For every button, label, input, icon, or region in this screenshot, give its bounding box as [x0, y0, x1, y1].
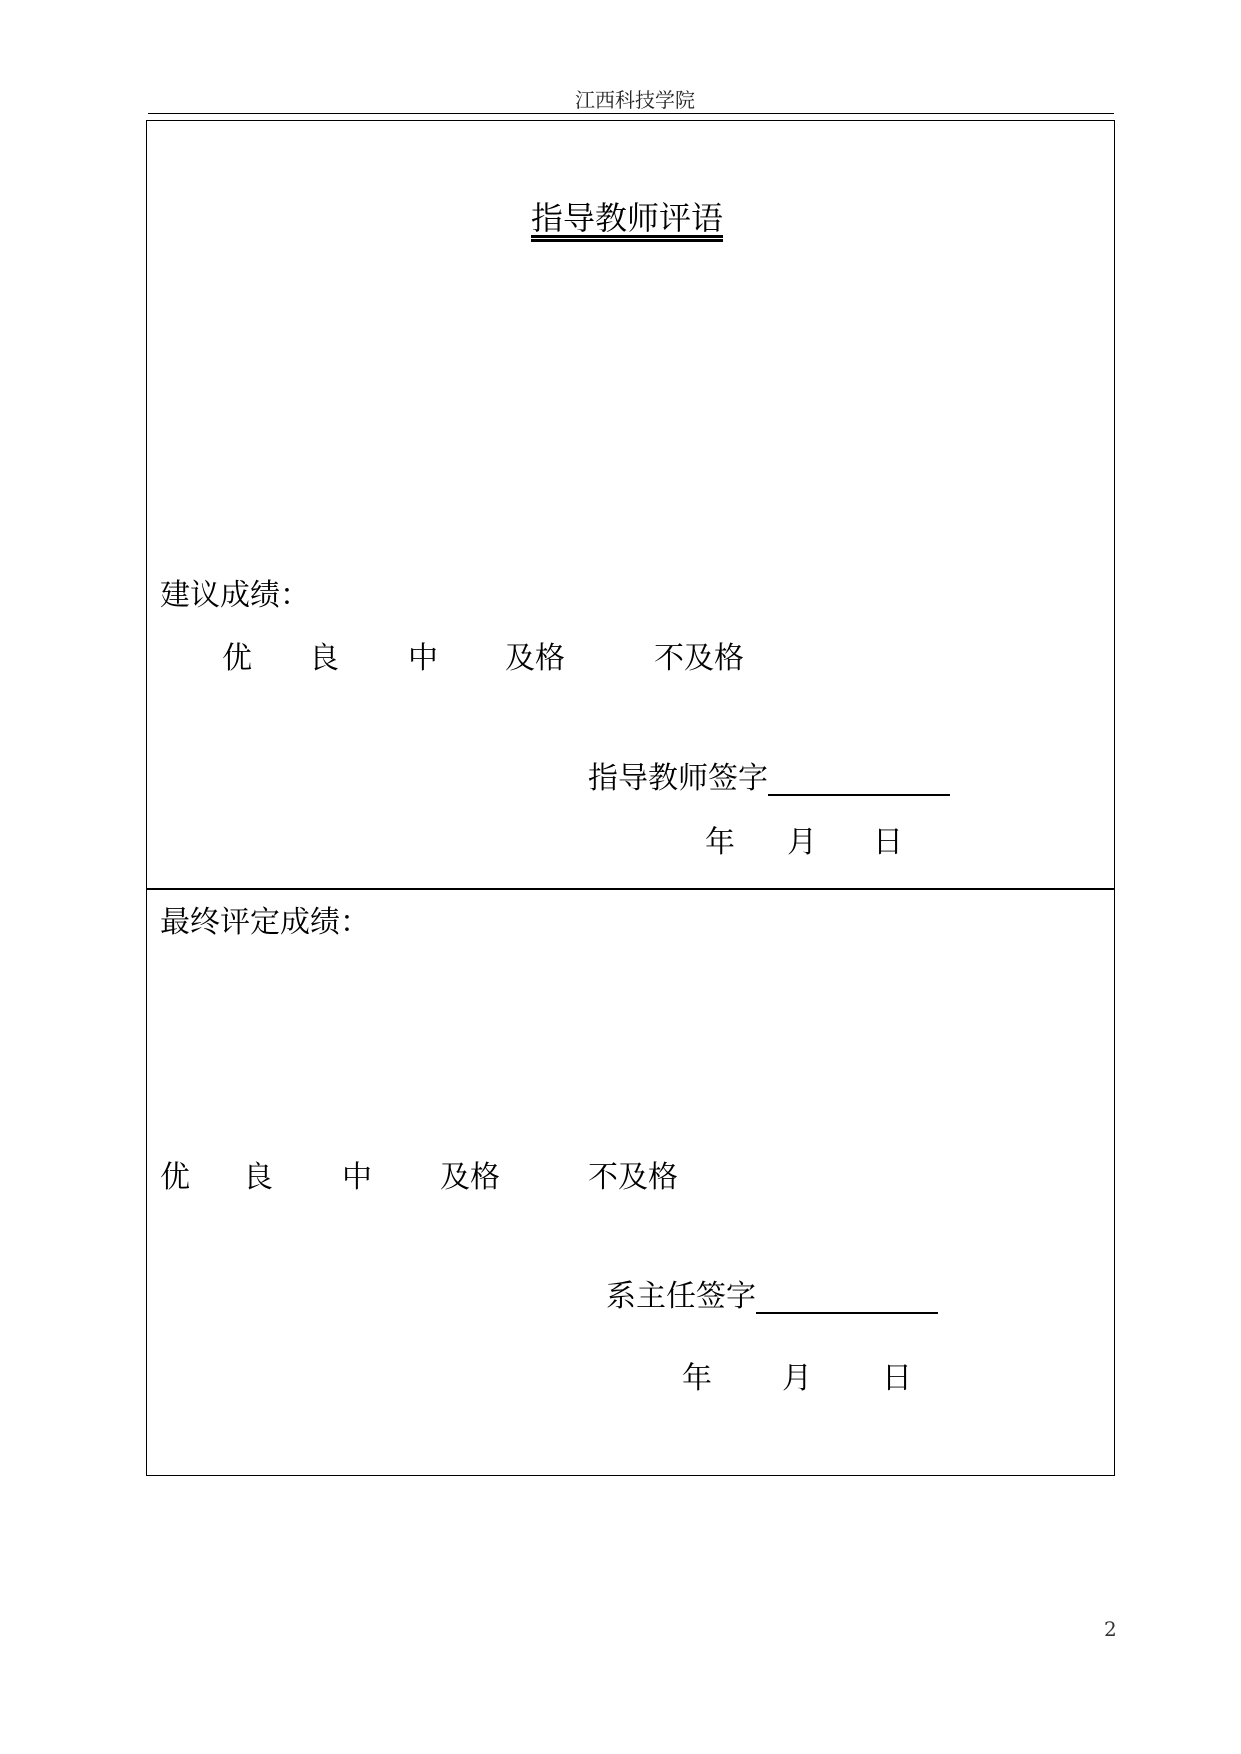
supervisor-signature-line[interactable]: [768, 764, 950, 796]
dept-head-signature-label: 系主任签字: [606, 1279, 756, 1314]
grade-option-excellent[interactable]: 优: [222, 641, 252, 676]
grade-option-average[interactable]: 中: [408, 641, 438, 676]
bottom-date-year: 年: [682, 1361, 712, 1396]
dept-head-signature-row: [606, 1280, 938, 1314]
grade-option-pass[interactable]: 及格: [505, 641, 565, 676]
page-title: 指导教师评语: [531, 199, 724, 237]
bottom-date-day: 日: [882, 1361, 912, 1396]
grade-option-fail[interactable]: 不及格: [654, 641, 744, 676]
final-grade-label: 最终评定成绩：: [160, 905, 370, 940]
supervisor-signature-row: [588, 762, 950, 796]
final-grade-option-good[interactable]: 良: [243, 1160, 273, 1195]
page-header: 江西科技学院: [575, 88, 695, 112]
supervisor-signature-label: 指导教师签字: [588, 761, 768, 796]
dept-head-signature-line[interactable]: [756, 1282, 938, 1314]
top-date-day: 日: [873, 825, 903, 860]
final-grade-option-average[interactable]: 中: [342, 1160, 372, 1195]
grade-option-good[interactable]: 良: [309, 641, 339, 676]
final-grade-option-fail[interactable]: 不及格: [588, 1160, 678, 1195]
final-grade-option-pass[interactable]: 及格: [440, 1160, 500, 1195]
header-rule: [148, 113, 1114, 114]
bottom-date-month: 月: [782, 1361, 812, 1396]
suggested-grade-label: 建议成绩：: [160, 578, 310, 613]
top-date-year: 年: [705, 825, 735, 860]
page-number: 2: [1104, 1617, 1117, 1641]
final-grade-option-excellent[interactable]: 优: [160, 1160, 190, 1195]
top-date-month: 月: [787, 825, 817, 860]
